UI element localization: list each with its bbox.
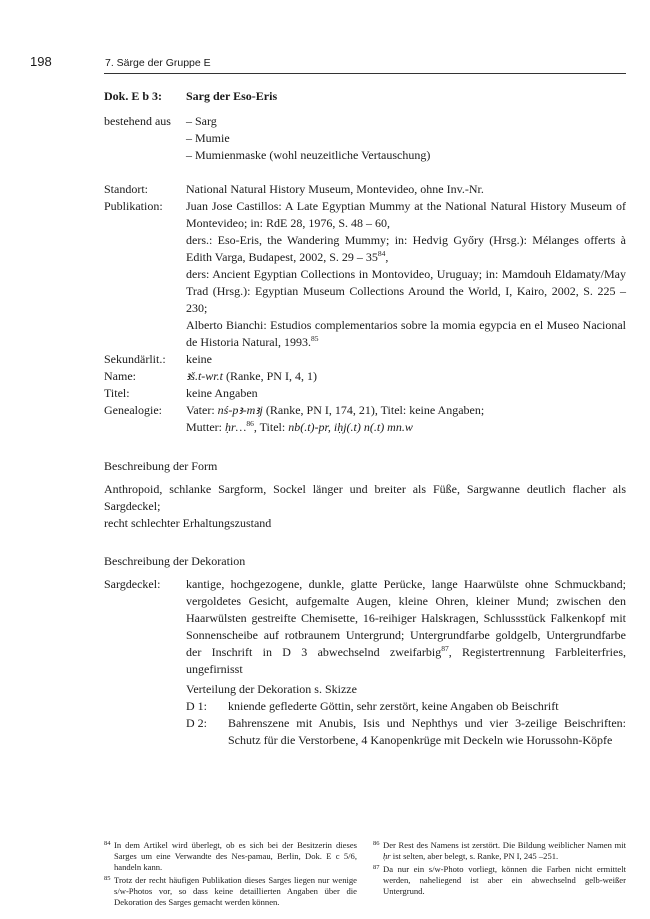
- footnote-86: 86 Der Rest des Namens ist zerstört. Die Bildung weiblicher Namen mit ḥr ist selten, aber belegt, s. Ranke, PN I, 245 –251.: [373, 840, 626, 861]
- form-heading: Beschreibung der Form: [104, 459, 218, 473]
- footnote-ref: 86: [246, 419, 254, 428]
- sargdeckel-label: Sargdeckel:: [104, 577, 161, 591]
- doc-id: Dok. E b 3:: [104, 89, 163, 103]
- bestehend-item: – Sarg: [186, 114, 217, 128]
- bestehend-item: – Mumienmaske (wohl neuzeitliche Vertauschung): [186, 148, 431, 162]
- entry-heading: [104, 88, 626, 105]
- bestehend-label: bestehend aus: [104, 114, 171, 128]
- main-content: [104, 88, 626, 749]
- publication-entry: Juan Jose Castillos: A Late Egyptian Mummy at the National Natural History Museum of Montevideo; in: RdE 28, 1976, S. 48 – 60,: [186, 199, 626, 230]
- titel-label: Titel:: [104, 386, 130, 400]
- publication-entry: Alberto Bianchi: Estudios complementarios sobre la momia egypcia en el Museo Nacional de Historia Natural, 1993.85: [186, 318, 626, 349]
- mutter-line: Mutter: ḥr…$^{86}$, Titel: nb(.t)-pr, iḥj(.t) n(.t) mn.w: [186, 419, 413, 434]
- sek-label: Sekundärlit.:: [104, 352, 166, 366]
- genealogie-row: [104, 402, 626, 436]
- publication-entry: ders: Ancient Egyptian Collections in Montovideo, Uruguay; in: Mamdouh Eldamaty/May Trad (Hrsg.): Egyptian Museum Collections Around the World, I, Kairo, 2002, S. 225 – 230;: [186, 267, 626, 315]
- entry-title: Sarg der Eso-Eris: [186, 89, 278, 103]
- bestehend-item: – Mumie: [186, 131, 230, 145]
- publication-entry: ders.: Eso-Eris, the Wandering Mummy; in: Hedvig Győry (Hrsg.): Mélanges offerts à Edith Varga, Budapest, 2002, S. $29 - 35^{84}$,: [186, 233, 626, 264]
- bestehend-row: [104, 113, 626, 164]
- name-translit: ꜣš.t-wr.t: [186, 369, 223, 383]
- footnote-ref: 87: [441, 644, 449, 653]
- publikation-row: [104, 198, 626, 351]
- publikation-label: Publikation:: [104, 199, 163, 213]
- sek-value: keine: [186, 352, 212, 366]
- sekundaerlit-row: [104, 351, 626, 368]
- standort-row: [104, 181, 626, 198]
- form-text: Anthropoid, schlanke Sargform, Sockel länger und breiter als Füße, Sargwanne deutlich flacher als Sargdeckel; recht schlechter Erhaltungszustand: [104, 482, 626, 530]
- gen-label: Genealogie:: [104, 403, 162, 417]
- standort-label: Standort:: [104, 182, 148, 196]
- footnote-ref: 84: [377, 249, 386, 258]
- name-ref: (Ranke, PN I, 4, 1): [222, 369, 317, 383]
- header-rule: [104, 73, 626, 74]
- titel-value: keine Angaben: [186, 386, 258, 400]
- footnote-84: 84 In dem Artikel wird überlegt, ob es sich bei der Besitzerin dieses Sarges um eine Verwandte des Nes-pamau, Berlin, Dok. E c 5/6, handeln kann.: [104, 840, 357, 872]
- verteilung: Verteilung der Dekoration s. Skizze: [186, 682, 357, 696]
- sargdeckel-text: kantige, hochgezogene, dunkle, glatte Perücke, lange Haarwülste ohne Schmuckband; vergoldetes Gesicht, aufgemalte Augen, kleine Ohren, kleiner Mund; zwischen den Haarwülsten gestreifte Chemisette, 16-reihiger Halskragen, Schlussstück Falkenkopf mit Sonnenscheibe auf rotbraunem Untergrund; Untergrundfarbe goldgelb, Untergrundfarbe der Inschrift in D 3 abwechselnd zweifarbig$^{87}$, Registertrennung Farbleiterfries, ungefirnisst: [186, 577, 626, 676]
- footnote-ref: 85: [310, 334, 319, 343]
- deco-item: D 2: Bahrenszene mit Anubis, Isis und Nephthys und vier 3-zeilige Beischriften: Schutz für die Verstorbene, 4 Kanopenkrüge mit Deckeln wie Horussohn-Köpfe: [186, 716, 626, 747]
- footnote-87: 87 Da nur ein s/w-Photo vorliegt, können die Farben nicht ermittelt werden, naheliegend ist aber ein abwechselnd gelb-weißer Untergrund.: [373, 864, 626, 896]
- footnotes: [104, 840, 626, 910]
- running-head: 7. Särge der Gruppe E: [105, 57, 211, 69]
- footnote-85: 85 Trotz der recht häufigen Publikation dieses Sarges liegen nur wenige s/w-Photos vor, so dass keine detaillierten Angaben über die Dekoration des Sarges gemacht werden können.: [104, 875, 357, 907]
- dekoration-heading: Beschreibung der Dekoration: [104, 554, 246, 568]
- name-row: [104, 368, 626, 385]
- standort-value: National Natural History Museum, Montevideo, ohne Inv.-Nr.: [186, 182, 484, 196]
- page-number: 198: [30, 54, 52, 69]
- vater-line: Vater: nś-pꜣ-mꜣj (Ranke, PN I, 174, 21), Titel: keine Angaben;: [186, 403, 485, 417]
- titel-row: [104, 385, 626, 402]
- sargdeckel-row: [104, 576, 626, 749]
- name-label: Name:: [104, 369, 136, 383]
- deco-item: D 1: kniende geflederte Göttin, sehr zerstört, keine Angaben ob Beischrift: [186, 699, 559, 713]
